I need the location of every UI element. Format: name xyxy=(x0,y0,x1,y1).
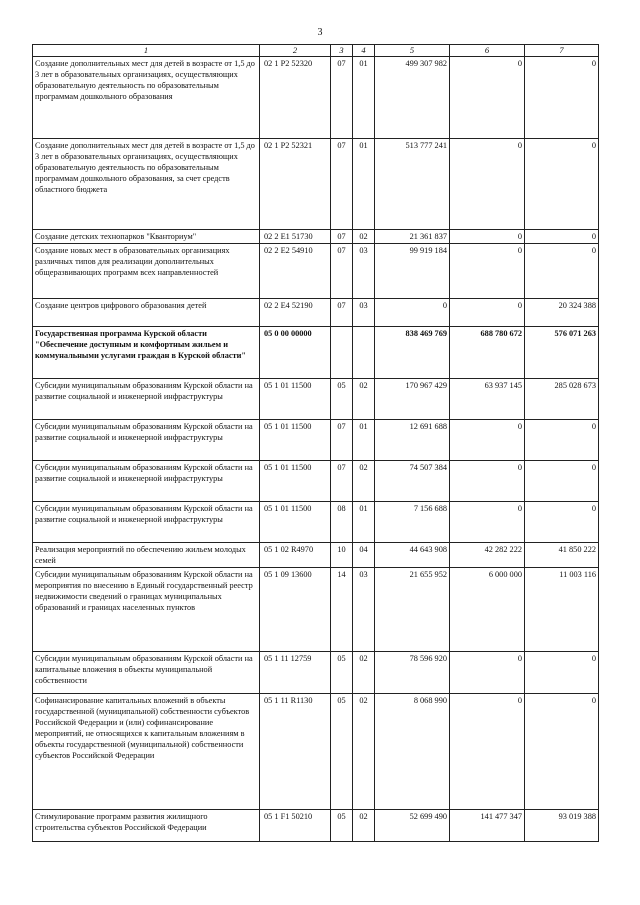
item-amount-year-1: 499 307 982 xyxy=(375,57,450,139)
item-section: 07 xyxy=(331,57,353,139)
item-section: 07 xyxy=(331,299,353,327)
item-name: Создание новых мест в образовательных организациях различных типов для реализации дополнительных общеразвивающих программ всех направленностей xyxy=(33,244,260,299)
item-section: 05 xyxy=(331,810,353,842)
col-header-3: 3 xyxy=(331,45,353,57)
item-name: Субсидии муниципальным образованиям Курской области на капитальные вложения в объекты муниципальной собственности xyxy=(33,652,260,694)
item-name: Субсидии муниципальным образованиям Курской области на развитие социальной и инженерной инфраструктуры xyxy=(33,461,260,502)
col-header-6: 6 xyxy=(450,45,525,57)
item-amount-year-3: 0 xyxy=(525,694,599,810)
item-amount-year-3: 0 xyxy=(525,420,599,461)
item-code: 05 1 01 11500 xyxy=(260,379,331,420)
item-section: 05 xyxy=(331,379,353,420)
item-code: 05 0 00 00000 xyxy=(260,327,331,379)
item-section: 07 xyxy=(331,461,353,502)
item-subsection: 01 xyxy=(353,57,375,139)
item-amount-year-1: 52 699 490 xyxy=(375,810,450,842)
page-number: 3 xyxy=(317,27,323,38)
item-section: 08 xyxy=(331,502,353,543)
item-name: Субсидии муниципальным образованиям Курской области на мероприятия по внесению в Единый государственный реестр недвижимости сведений о границах муниципальных образований и границах населенных пунктов xyxy=(33,568,260,652)
table-row xyxy=(33,57,599,139)
table-row xyxy=(33,810,599,842)
item-amount-year-2: 63 937 145 xyxy=(450,379,525,420)
item-amount-year-3: 0 xyxy=(525,461,599,502)
item-code: 02 2 E2 54910 xyxy=(260,244,331,299)
item-subsection: 02 xyxy=(353,379,375,420)
item-subsection: 02 xyxy=(353,810,375,842)
item-amount-year-1: 21 361 837 xyxy=(375,230,450,244)
item-section: 10 xyxy=(331,543,353,568)
item-amount-year-1: 513 777 241 xyxy=(375,139,450,230)
item-amount-year-2: 42 282 222 xyxy=(450,543,525,568)
item-subsection: 01 xyxy=(353,139,375,230)
table-row xyxy=(33,502,599,543)
item-amount-year-3: 285 028 673 xyxy=(525,379,599,420)
item-code: 05 1 02 R4970 xyxy=(260,543,331,568)
budget-table xyxy=(32,44,599,842)
item-amount-year-3: 0 xyxy=(525,244,599,299)
item-amount-year-2: 0 xyxy=(450,57,525,139)
item-amount-year-2: 6 000 000 xyxy=(450,568,525,652)
item-name: Создание дополнительных мест для детей в возрасте от 1,5 до 3 лет в образовательных организациях, осуществляющих образовательную деятельность по образовательным программам дошкольного образования, за счет средств областного бюджета xyxy=(33,139,260,230)
item-amount-year-3: 20 324 388 xyxy=(525,299,599,327)
item-amount-year-2: 688 780 672 xyxy=(450,327,525,379)
item-amount-year-3: 93 019 388 xyxy=(525,810,599,842)
item-amount-year-1: 838 469 769 xyxy=(375,327,450,379)
item-subsection: 01 xyxy=(353,502,375,543)
item-subsection: 01 xyxy=(353,420,375,461)
item-section: 05 xyxy=(331,694,353,810)
item-name: Создание детских технопарков "Кванториум" xyxy=(33,230,260,244)
item-section: 05 xyxy=(331,652,353,694)
table-row xyxy=(33,299,599,327)
item-amount-year-2: 0 xyxy=(450,244,525,299)
item-subsection: 02 xyxy=(353,652,375,694)
item-subsection: 04 xyxy=(353,543,375,568)
item-amount-year-3: 11 003 116 xyxy=(525,568,599,652)
item-amount-year-1: 7 156 688 xyxy=(375,502,450,543)
item-amount-year-3: 576 071 263 xyxy=(525,327,599,379)
item-amount-year-1: 170 967 429 xyxy=(375,379,450,420)
item-code: 05 1 01 11500 xyxy=(260,420,331,461)
item-name: Софинансирование капитальных вложений в объекты государственной (муниципальной) собственности субъектов Российской Федерации и (или) софинансирование мероприятий, не относящихся к капитальным вложениям в объекты государственной (муниципальной) собственности субъектов Российской Федерации xyxy=(33,694,260,810)
item-section: 14 xyxy=(331,568,353,652)
item-amount-year-2: 0 xyxy=(450,230,525,244)
item-amount-year-1: 12 691 688 xyxy=(375,420,450,461)
table-row xyxy=(33,139,599,230)
item-amount-year-3: 0 xyxy=(525,139,599,230)
item-amount-year-2: 0 xyxy=(450,652,525,694)
item-amount-year-2: 0 xyxy=(450,694,525,810)
item-subsection: 03 xyxy=(353,568,375,652)
item-amount-year-1: 44 643 908 xyxy=(375,543,450,568)
header-row xyxy=(33,45,599,57)
item-name: Стимулирование программ развития жилищного строительства субъектов Российской Федерации xyxy=(33,810,260,842)
item-code: 02 2 E4 52190 xyxy=(260,299,331,327)
item-amount-year-2: 0 xyxy=(450,299,525,327)
table-row xyxy=(33,327,599,379)
item-code: 05 1 11 R1130 xyxy=(260,694,331,810)
item-amount-year-2: 0 xyxy=(450,502,525,543)
item-code: 02 2 E1 51730 xyxy=(260,230,331,244)
item-amount-year-3: 0 xyxy=(525,502,599,543)
item-subsection: 02 xyxy=(353,694,375,810)
table-row xyxy=(33,420,599,461)
item-amount-year-3: 0 xyxy=(525,57,599,139)
item-amount-year-2: 0 xyxy=(450,420,525,461)
item-amount-year-2: 0 xyxy=(450,139,525,230)
item-section xyxy=(331,327,353,379)
item-name: Субсидии муниципальным образованиям Курской области на развитие социальной и инженерной инфраструктуры xyxy=(33,420,260,461)
col-header-5: 5 xyxy=(375,45,450,57)
item-subsection: 02 xyxy=(353,230,375,244)
item-amount-year-1: 78 596 920 xyxy=(375,652,450,694)
item-code: 05 1 11 12759 xyxy=(260,652,331,694)
table-row xyxy=(33,652,599,694)
item-name: Субсидии муниципальным образованиям Курской области на развитие социальной и инженерной инфраструктуры xyxy=(33,502,260,543)
table-row xyxy=(33,568,599,652)
item-amount-year-3: 0 xyxy=(525,652,599,694)
item-name: Реализация мероприятий по обеспечению жильем молодых семей xyxy=(33,543,260,568)
item-section: 07 xyxy=(331,420,353,461)
item-amount-year-1: 74 507 384 xyxy=(375,461,450,502)
item-amount-year-1: 99 919 184 xyxy=(375,244,450,299)
item-amount-year-3: 0 xyxy=(525,230,599,244)
col-header-1: 1 xyxy=(33,45,260,57)
col-header-7: 7 xyxy=(525,45,599,57)
table-row xyxy=(33,543,599,568)
item-amount-year-1: 21 655 952 xyxy=(375,568,450,652)
item-name: Государственная программа Курской области "Обеспечение доступным и комфортным жильем и коммунальными услугами граждан в Курской области" xyxy=(33,327,260,379)
item-amount-year-2: 141 477 347 xyxy=(450,810,525,842)
table-row xyxy=(33,379,599,420)
item-name: Создание дополнительных мест для детей в возрасте от 1,5 до 3 лет в образовательных организациях, осуществляющих образовательную деятельность по образовательным программам дошкольного образования xyxy=(33,57,260,139)
item-amount-year-3: 41 850 222 xyxy=(525,543,599,568)
item-section: 07 xyxy=(331,230,353,244)
item-amount-year-1: 0 xyxy=(375,299,450,327)
col-header-2: 2 xyxy=(260,45,331,57)
item-name: Субсидии муниципальным образованиям Курской области на развитие социальной и инженерной инфраструктуры xyxy=(33,379,260,420)
item-section: 07 xyxy=(331,139,353,230)
item-subsection: 02 xyxy=(353,461,375,502)
item-code: 02 1 P2 52321 xyxy=(260,139,331,230)
item-subsection xyxy=(353,327,375,379)
table-row xyxy=(33,244,599,299)
item-subsection: 03 xyxy=(353,244,375,299)
item-code: 05 1 09 13600 xyxy=(260,568,331,652)
item-code: 02 1 P2 52320 xyxy=(260,57,331,139)
item-name: Создание центров цифрового образования детей xyxy=(33,299,260,327)
item-amount-year-1: 8 068 990 xyxy=(375,694,450,810)
table-row xyxy=(33,694,599,810)
item-section: 07 xyxy=(331,244,353,299)
col-header-4: 4 xyxy=(353,45,375,57)
item-amount-year-2: 0 xyxy=(450,461,525,502)
item-code: 05 1 F1 50210 xyxy=(260,810,331,842)
item-code: 05 1 01 11500 xyxy=(260,502,331,543)
item-code: 05 1 01 11500 xyxy=(260,461,331,502)
item-subsection: 03 xyxy=(353,299,375,327)
table-row xyxy=(33,461,599,502)
table-row xyxy=(33,230,599,244)
